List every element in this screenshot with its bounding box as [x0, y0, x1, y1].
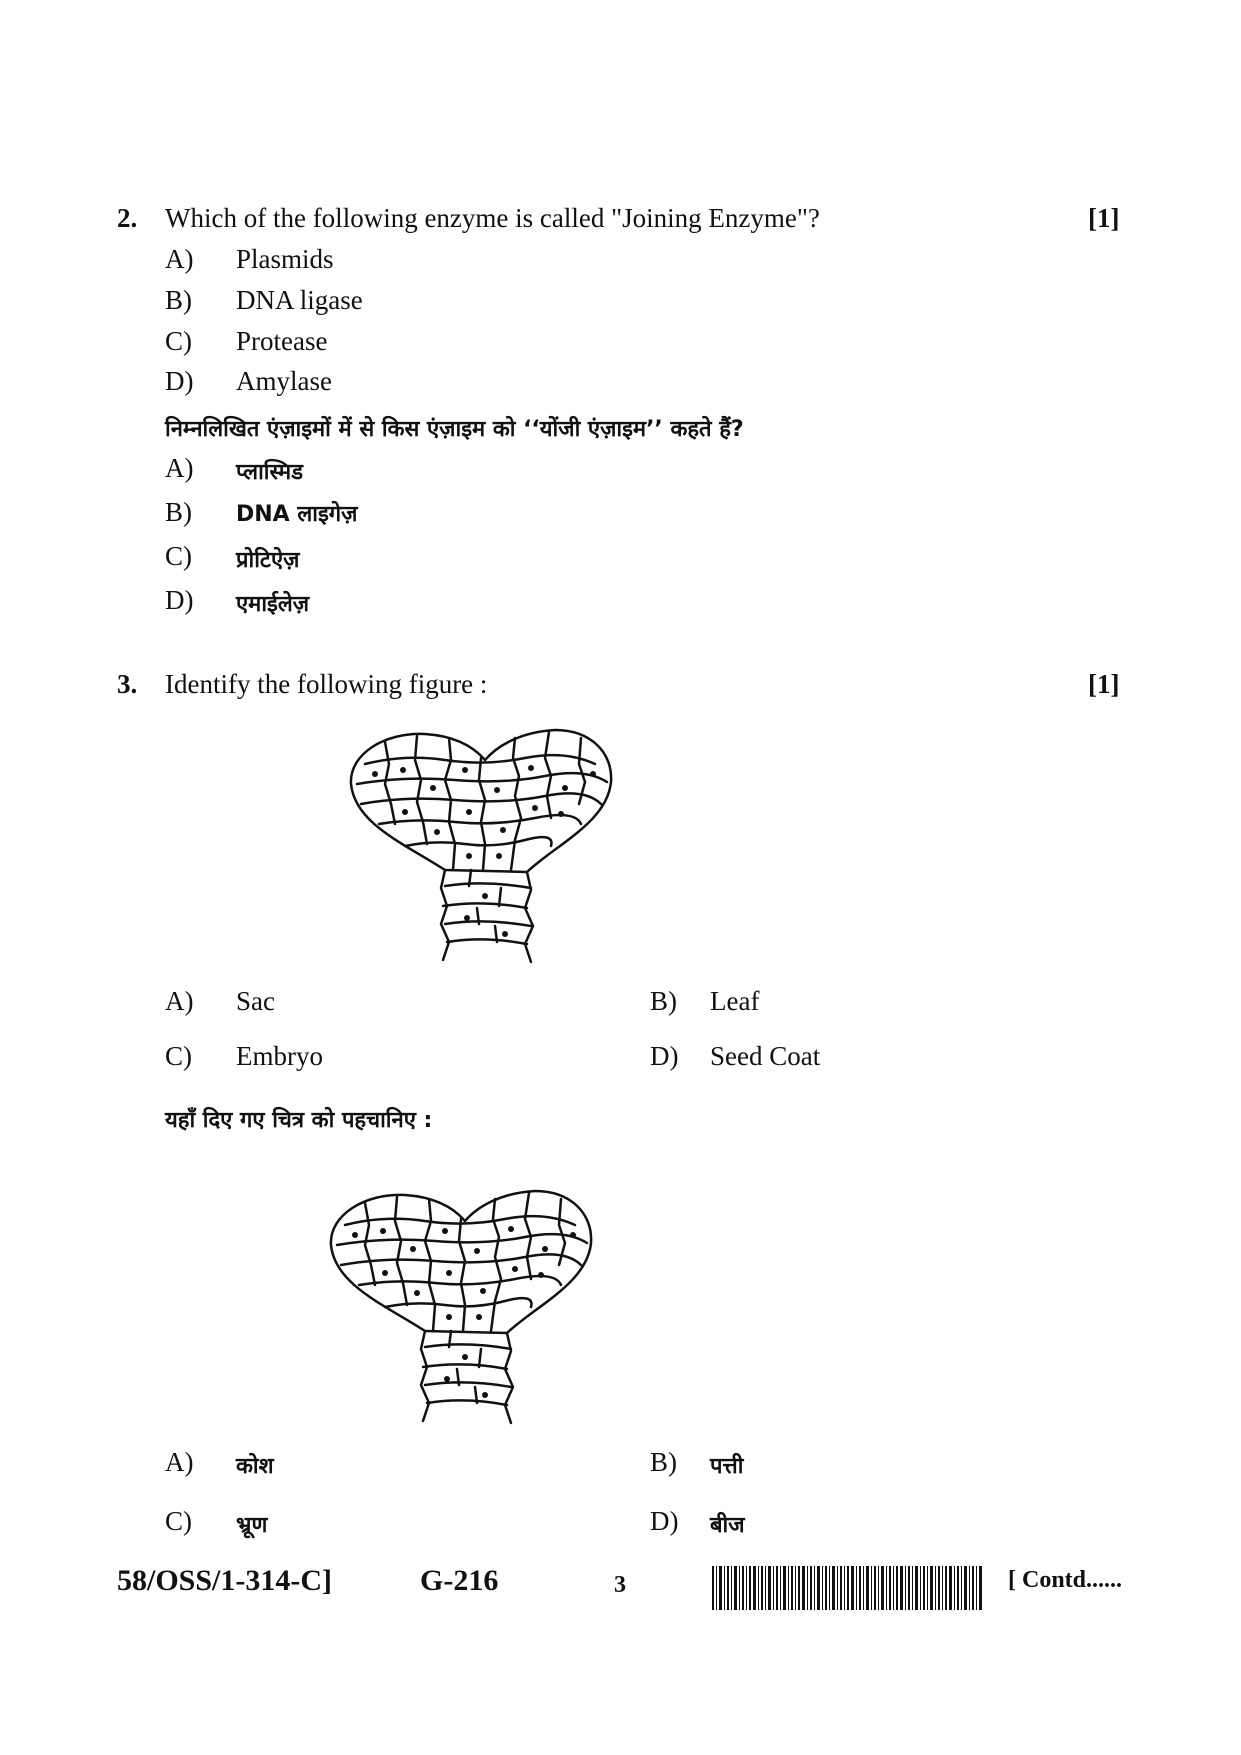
q3-hindi-option-b-letter: B) — [650, 1447, 677, 1477]
q3-option-c-text: Embryo — [236, 1041, 323, 1071]
q2-hindi-option-d-text: एमाईलेज़ — [236, 592, 310, 617]
embryo-figure-icon — [325, 1185, 605, 1425]
q3-option-c-letter: C) — [165, 1041, 192, 1071]
q3-marks: [1] — [1088, 669, 1120, 699]
embryo-figure-icon — [345, 724, 625, 964]
q3-hindi-text: यहाँ दिए गए चित्र को पहचानिए : — [165, 1108, 433, 1133]
barcode-icon — [712, 1566, 982, 1610]
q2-hindi-option-a-text: प्लास्मिड — [236, 460, 303, 485]
q2-hindi-option-b-value: DNA लाइगेज़ — [236, 502, 358, 527]
q3-hindi-option-c-text: भ्रूण — [236, 1513, 268, 1538]
footer-paper-code: 58/OSS/1-314-C] — [117, 1564, 333, 1597]
q2-option-c-text: Protease — [236, 326, 328, 356]
q2-hindi-option-a-letter: A) — [165, 453, 194, 483]
q3-hindi-option-a-letter: A) — [165, 1447, 194, 1477]
q2-hindi-text: निम्नलिखित एंज़ाइमों में से किस एंज़ाइम को ‘‘योंजी एंज़ाइम’’ कहते हैं? — [165, 417, 744, 442]
q3-option-b-text: Leaf — [710, 986, 760, 1016]
q2-option-c-letter: C) — [165, 326, 192, 356]
q3-number: 3. — [117, 669, 138, 699]
q2-option-b-text: DNA ligase — [236, 285, 363, 315]
page-number: 3 — [614, 1572, 626, 1598]
q2-option-a-text: Plasmids — [236, 244, 334, 274]
q3-option-d-text: Seed Coat — [710, 1041, 821, 1071]
q3-hindi-option-b-text: पत्ती — [710, 1454, 744, 1479]
q2-hindi-option-b-letter: B) — [165, 497, 192, 527]
continued-marker: [ Contd...... — [1008, 1567, 1123, 1593]
q3-option-b-letter: B) — [650, 986, 677, 1016]
q3-hindi-option-d-letter: D) — [650, 1506, 679, 1536]
q2-hindi-option-d-letter: D) — [165, 585, 194, 615]
q3-hindi-option-c-letter: C) — [165, 1506, 192, 1536]
q2-option-d-text: Amylase — [236, 366, 332, 396]
q2-marks: [1] — [1088, 203, 1120, 233]
q2-number: 2. — [117, 203, 138, 233]
q3-option-d-letter: D) — [650, 1041, 679, 1071]
q2-hindi-option-b-text — [236, 497, 358, 528]
q3-text: Identify the following figure : — [165, 669, 488, 699]
q3-option-a-letter: A) — [165, 986, 194, 1016]
q2-text: Which of the following enzyme is called "Joining Enzyme"? — [165, 203, 820, 233]
q3-hindi-option-a-text: कोश — [236, 1454, 274, 1479]
q2-hindi-option-c-text: प्रोटिऐज़ — [236, 548, 300, 573]
footer-series-code: G-216 — [420, 1564, 499, 1597]
q3-hindi-option-d-text: बीज — [710, 1513, 745, 1538]
q3-option-a-text: Sac — [236, 986, 275, 1016]
q2-option-b-letter: B) — [165, 285, 192, 315]
q2-hindi-option-c-letter: C) — [165, 541, 192, 571]
q2-option-d-letter: D) — [165, 366, 194, 396]
q2-option-a-letter: A) — [165, 244, 194, 274]
